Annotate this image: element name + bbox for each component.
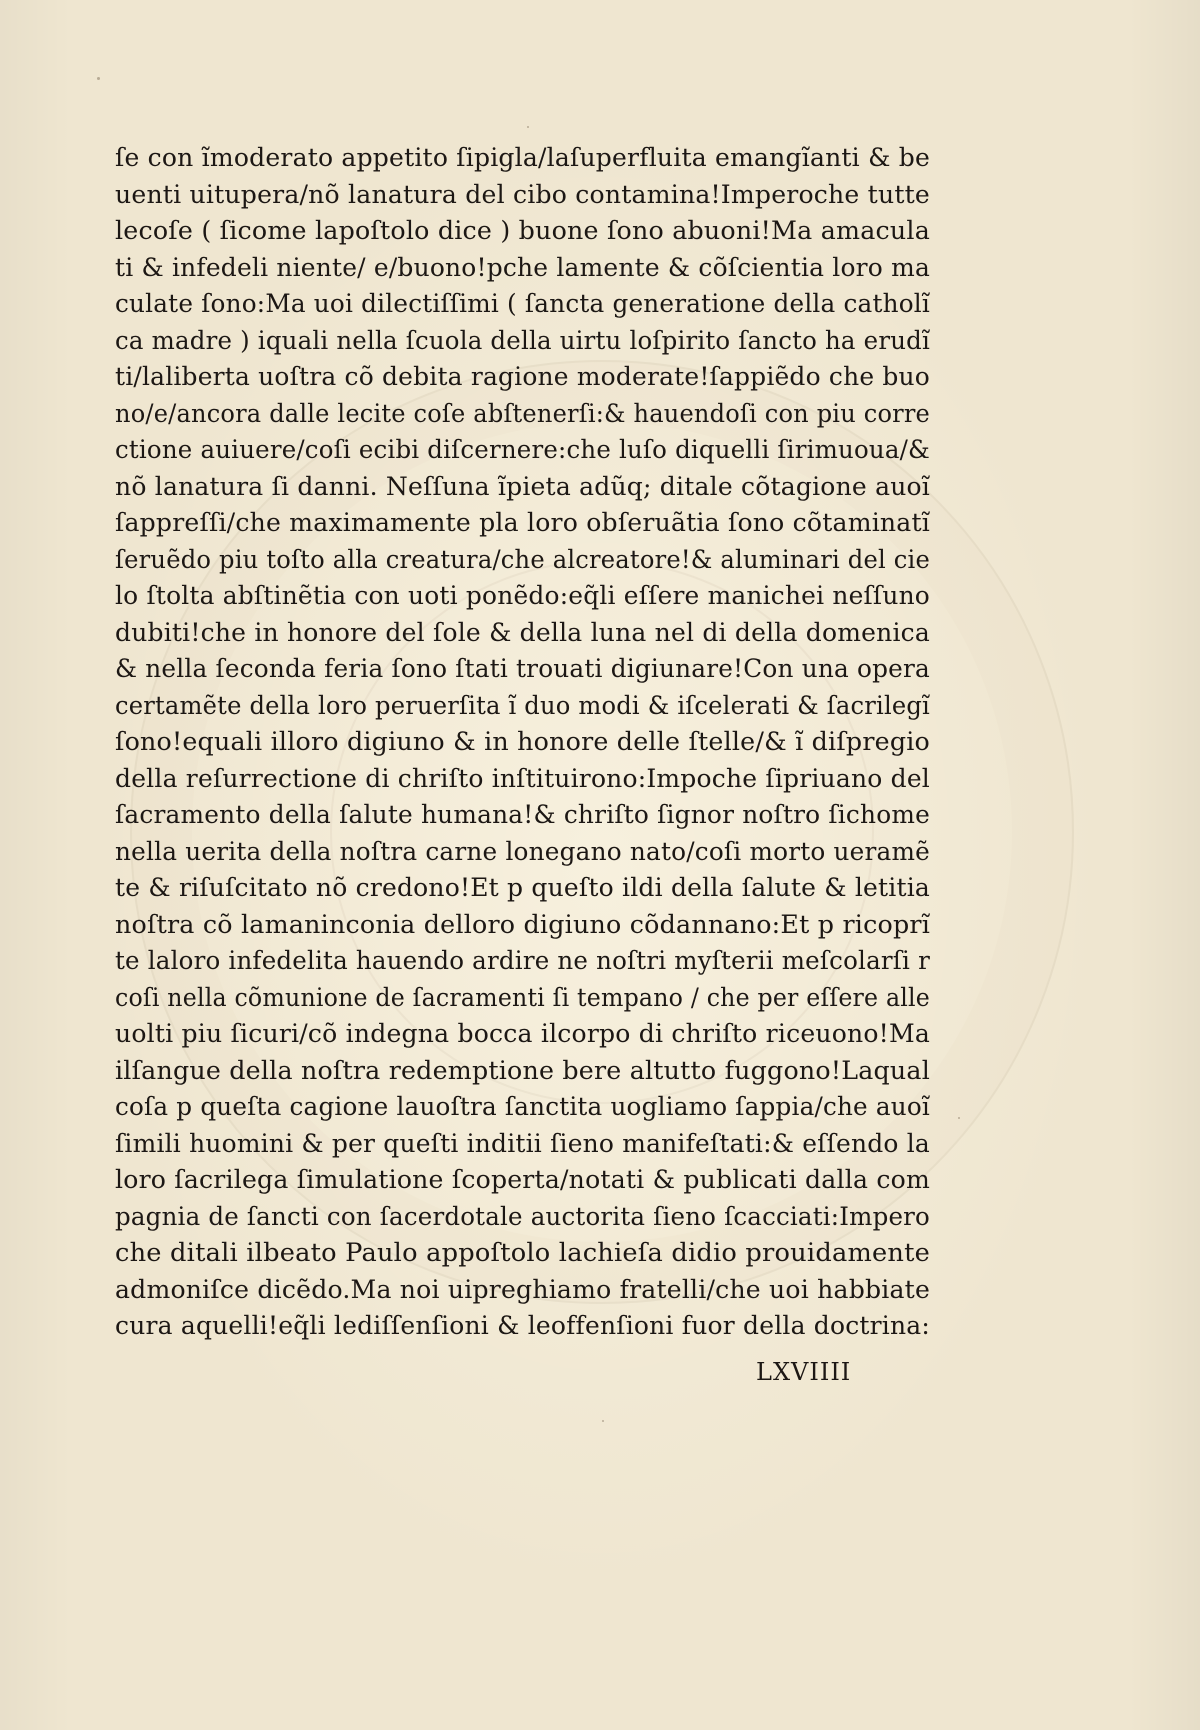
text-line: noſtra cõ lamaninconia delloro digiuno cõdannano:Et p ricoprĩ [115,909,931,939]
text-line: culate ſono:Ma uoi dilectiſſimi ( ſancta generatione della catholĩ [115,289,930,318]
text-line: loro ſacrilega ſimulatione ſcoperta/notati & publicati dalla com [115,1165,930,1194]
text-line: della reſurrectione di chriſto inſtituirono:Impoche ſipriuano del [115,763,930,793]
text-line: ſacramento della ſalute humana!& chriſto ſignor noſtro ſichome [115,800,930,829]
text-line: coſi nella cõmunione de ſacramenti ſi tempano / che per eſſere alle [115,982,930,1012]
text-line: nella uerita della noſtra carne lonegano nato/coſi morto ueramẽ [115,836,930,866]
paper-speck [602,1420,604,1422]
text-line: ca madre ) iquali nella ſcuola della uirtu loſpirito ſancto ha erudĩ [115,325,930,355]
text-line: uenti uitupera/nõ lanatura del cibo contamina!Imperoche tutte [115,179,930,209]
text-line: nõ lanatura ſi danni. Neſſuna ĩpieta adũq; ditale cõtagione auoĩ [115,471,930,501]
text-line: cura aquelli!eq̃li lediſſenſioni & leoffenſioni fuor della doctrina: [115,1311,930,1340]
text-line: ſeruẽdo piu toſto alla creatura/che alcreatore!& aluminari del cie [115,544,930,574]
text-line: ſe con ĩmoderato appetito ſipigla/laſuperfluita emangĩanti & be [115,143,931,172]
text-line: admoniſce dicẽdo.Ma noi uipreghiamo fratelli/che uoi habbiate [115,1274,931,1304]
text-line: ſappreſſi/che maximamente pla loro obſeruãtia ſono cõtaminatĩ [115,508,930,537]
text-line: dubiti!che in honore del ſole & della luna nel di della domenica [115,617,931,647]
text-line: uolti piu ſicuri/cõ indegna bocca ilcorpo di chriſto riceuono!Ma [115,1019,930,1048]
text-line: coſa p queſta cagione lauoſtra ſanctita uogliamo ſappia/che auoĩ [115,1092,930,1121]
text-line: certamẽte della loro peruerſita ĩ duo modi & iſcelerati & ſacrilegĩ [115,690,930,720]
text-line: no/e/ancora dalle lecite coſe abſtenerſi:& hauendoſi con piu corre [115,398,930,428]
text-line: te laloro infedelita hauendo ardire ne noſtri myſterii meſcolarſi r [115,946,930,975]
paper-speck [97,77,100,80]
text-line: ti/laliberta uoſtra cõ debita ragione moderate!ſappiẽdo che buo [115,362,930,391]
folio-number: LXVIIII [756,1358,852,1386]
text-line: te & riſuſcitato nõ credono!Et p queſto ildi della ſalute & letitia [115,873,930,902]
text-line: lecoſe ( ſicome lapoſtolo dice ) buone ſono abuoni!Ma amacula [115,216,930,245]
text-line: ti & infedeli niente/ e/buono!pche lamente & cõſcientia loro ma [115,252,930,282]
paper-speck [527,126,529,128]
text-line: che ditali ilbeato Paulo appoſtolo lachieſa didio prouidamente [115,1238,930,1267]
text-line: lo ſtolta abſtinẽtia con uoti ponẽdo:eq̃li eſſere manichei neſſuno [115,581,930,610]
paper-speck [958,1117,960,1119]
text-line: & nella ſeconda feria ſono ſtati trouati digiunare!Con una opera [115,654,930,683]
body-text [115,140,930,1345]
text-line: ilſangue della noſtra redemptione bere altutto fuggono!Laqual [115,1055,930,1085]
text-line: ctione auiuere/coſi ecibi diſcernere:che luſo diquelli ſirimuoua/& [115,435,930,464]
text-line: ſono!equali illoro digiuno & in honore delle ſtelle/& ĩ diſpregio [115,727,931,756]
text-line: ſimili huomini & per queſti inditii ſieno manifeſtati:& eſſendo la [115,1128,930,1158]
text-line: pagnia de ſancti con ſacerdotale auctorita ſieno ſcacciati:Impero [115,1201,930,1231]
